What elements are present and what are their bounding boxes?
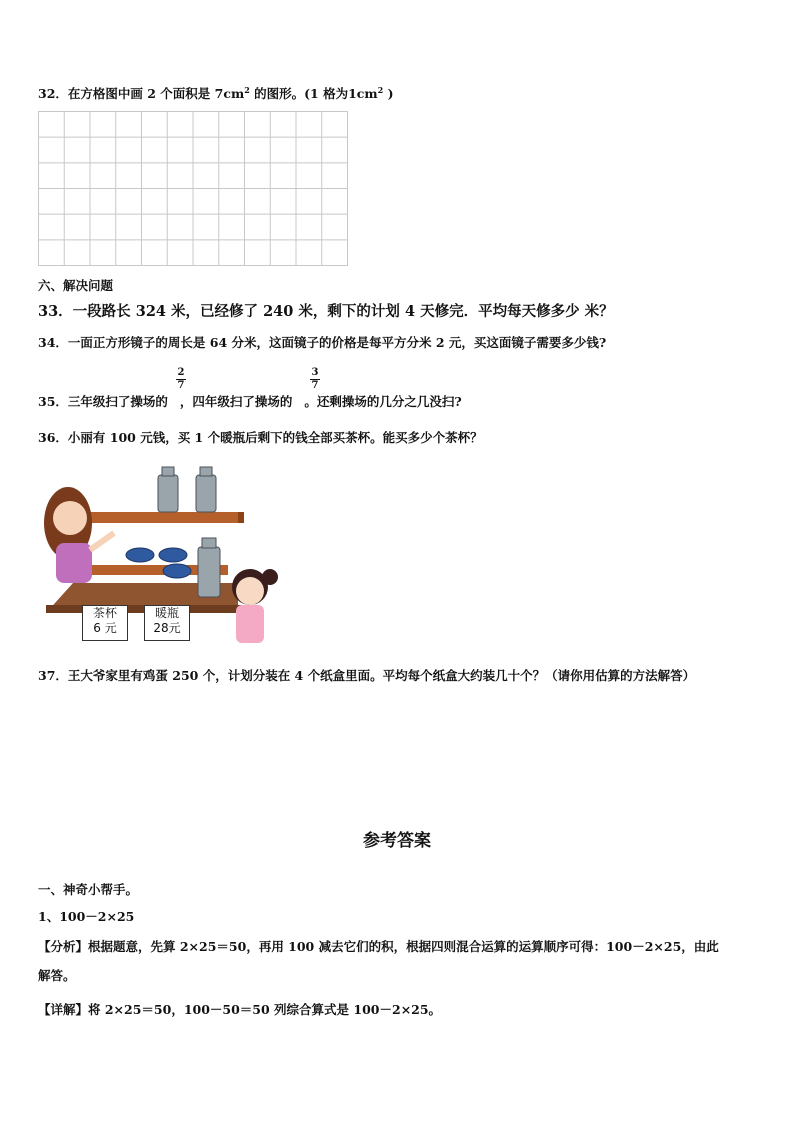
question-37: 37．王大爷家里有鸡蛋 250 个，计划分装在 4 个纸盒里面。平均每个纸盒大约装几十个？（请你用估算的方法解答） [38,668,696,683]
price-tag-thermos: 暖瓶 28元 [144,605,190,641]
top-shelf [88,512,243,523]
question-34: 34．一面正方形镜子的周长是 64 分米，这面镜子的价格是每平方分米 2 元，买这面镜子需要多少钱? [38,335,607,350]
shop-illustration [38,455,288,650]
answer-1: 1、100－2×25 [38,909,135,924]
analysis-line-2: 解答。 [38,968,76,983]
question-35: 35．三年级扫了操场的 ，四年级扫了操场的 。还剩操场的几分之几没扫? [38,394,462,409]
girl-figure [232,569,278,643]
price-tag-teacup: 茶杯 6 元 [82,605,128,641]
detail-line: 【详解】将 2×25＝50，100－50＝50 列综合算式是 100－2×25。 [38,1002,442,1017]
question-32: 32．在方格图中画 2 个面积是 $7cm^2$ 的图形。(1 格为$1cm^2$ ) [38,84,394,101]
question-33: 33．一段路长 324 米，已经修了 240 米，剩下的计划 4 天修完．平均每天修多少 米？ [38,303,614,320]
fraction-three-sevenths: 3 7 [311,367,319,391]
thermos-icon [158,467,220,597]
question-36: 36．小丽有 100 元钱，买 1 个暖瓶后剩下的钱全部买茶杯。能买多少个茶杯？ [38,430,483,445]
section-heading-6: 六、解决问题 [38,278,114,293]
answer-title: 参考答案 [363,831,431,851]
analysis-line-1: 【分析】根据题意，先算 2×25＝50，再用 100 减去它们的积，根据四则混合运算的运算顺序可得：100－2×25，由此 [38,939,719,954]
square-grid [38,111,348,266]
fraction-two-sevenths: 2 7 [177,367,185,391]
section-heading-1: 一、神奇小帮手。 [38,882,139,897]
